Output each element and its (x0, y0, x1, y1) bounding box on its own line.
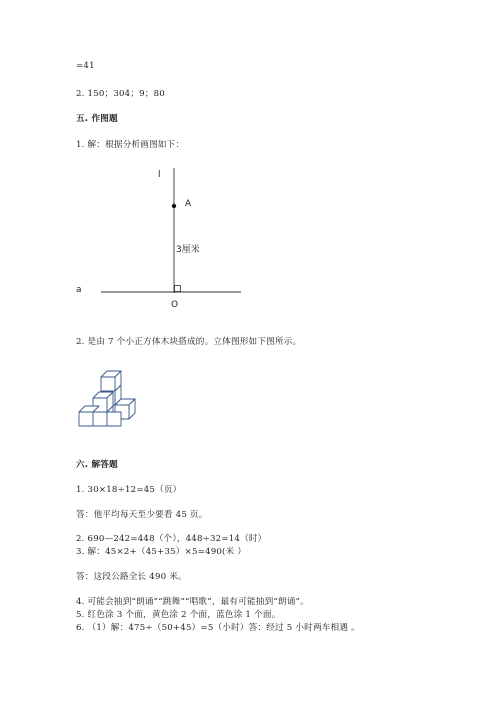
answer-6-2: 2. 690—242=448（个），448÷32=14（时） (76, 534, 267, 544)
section-title-5: 五. 作图题 (76, 114, 118, 124)
answer-6-3-conclusion: 答：这段公路全长 490 米。 (76, 572, 187, 582)
right-angle-mark (175, 286, 181, 292)
cube-face (101, 377, 115, 391)
section-title-6: 六. 解答题 (76, 460, 118, 470)
answer-5-2: 2. 是由 7 个小正方体木块搭成的。立体图形如下图所示。 (76, 337, 302, 347)
answer-6-4: 4. 可能会抽到“朗诵”“跳舞”“唱歌”，最有可能抽到“朗诵”。 (76, 597, 309, 607)
cube-face (79, 412, 93, 426)
answer-6-3: 3. 解：45×2+（45+35）×5=490(米 ） (76, 547, 247, 557)
answer-6-1: 1. 30×18÷12=45（页） (76, 485, 182, 495)
cube-face (93, 412, 107, 426)
label-line-a: a (76, 285, 82, 295)
answer-6-5: 5. 红色涂 3 个面，黄色涂 2 个面，蓝色涂 1 个面。 (76, 610, 281, 620)
answer-2: 2. 150；304；9；80 (76, 89, 165, 99)
label-point-a: A (185, 199, 192, 209)
label-point-o: O (171, 300, 179, 310)
point-a (172, 204, 176, 208)
cube-face (107, 412, 121, 426)
label-line-l: l (158, 170, 161, 180)
cube-stack-figure (72, 365, 152, 435)
perpendicular-figure (0, 160, 500, 320)
label-distance: 3厘米 (176, 245, 200, 255)
answer-6-1-conclusion: 答：他平均每天至少要看 45 页。 (76, 510, 208, 520)
answer-5-1: 1. 解：根据分析画图如下： (76, 140, 185, 150)
answer-6-6: 6. （1）解：475÷（50+45）=5（小时）答：经过 5 小时两车相遇 。 (76, 623, 360, 633)
answer-fragment: =41 (76, 61, 95, 71)
